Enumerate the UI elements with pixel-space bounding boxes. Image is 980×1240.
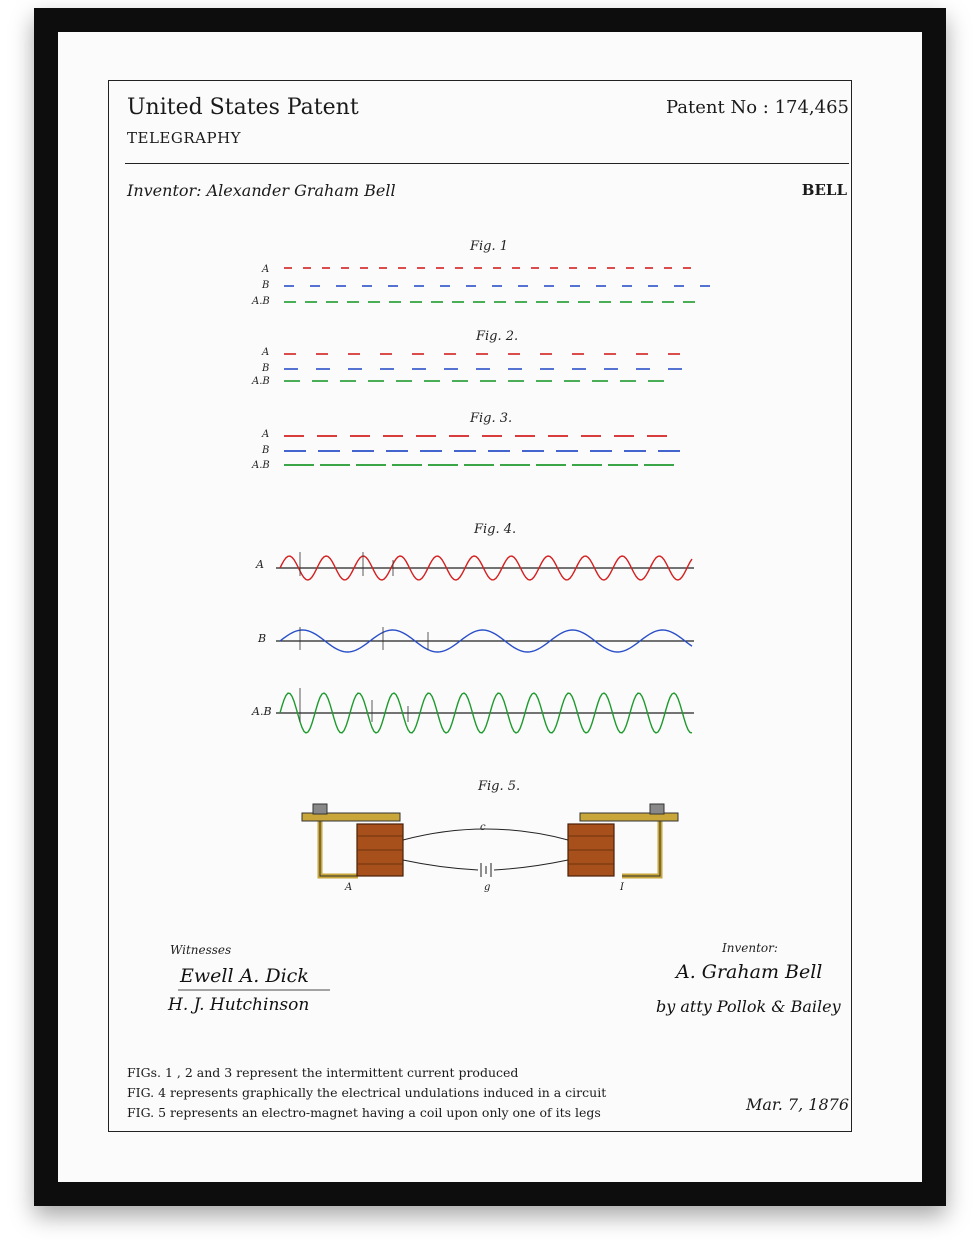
witness-signature-2: H. J. Hutchinson [168, 995, 310, 1015]
left-terminal-icon [313, 804, 327, 814]
patent-subject: TELEGRAPHY [127, 129, 242, 147]
fig2-label-b: B [262, 363, 270, 374]
fig1-label-b: B [262, 280, 270, 291]
fig4-title: Fig. 4. [474, 522, 517, 537]
inventor-heading: Inventor: [722, 941, 778, 955]
battery-icon [481, 863, 491, 877]
fig5-electromagnet-left [302, 804, 403, 876]
fig1-title: Fig. 1 [470, 239, 509, 254]
right-terminal-icon [650, 804, 664, 814]
fig5-wire-label: c [480, 822, 486, 833]
fig4-label-ab: A.B [252, 705, 272, 718]
fig1-intermittent-current [284, 268, 710, 302]
fig2-label-a: A [262, 347, 270, 358]
patent-number: Patent No : 174,465 [666, 97, 849, 118]
fig4-label-b: B [258, 632, 267, 645]
fig1-label-a: A [262, 264, 270, 275]
patent-date: Mar. 7, 1876 [745, 1095, 849, 1114]
inventor-signature: A. Graham Bell [676, 961, 823, 983]
note-fig-5: FIG. 5 represents an electro-magnet having a coil upon only one of its legs [127, 1105, 601, 1120]
note-figs-1-3: FIGs. 1 , 2 and 3 represent the intermittent current produced [127, 1065, 519, 1080]
fig3-title: Fig. 3. [470, 411, 513, 426]
patent-title: United States Patent [127, 95, 359, 120]
fig5-battery-label: g [484, 882, 491, 893]
inventor-short-name: BELL [801, 181, 847, 199]
fig5-title: Fig. 5. [478, 779, 521, 794]
fig5-right-label: I [620, 882, 624, 893]
fig4-label-a: A [256, 558, 264, 571]
fig2-title: Fig. 2. [476, 329, 519, 344]
fig3-label-a: A [262, 429, 270, 440]
fig3-intermittent-current [284, 436, 680, 465]
note-fig-4: FIG. 4 represents graphically the electrical undulations induced in a circuit [127, 1085, 607, 1100]
fig2-label-ab: A.B [252, 376, 270, 387]
witnesses-heading: Witnesses [170, 943, 232, 957]
fig3-label-ab: A.B [252, 460, 270, 471]
fig1-label-ab: A.B [252, 296, 270, 307]
fig2-intermittent-current [284, 354, 682, 381]
witness-signature-1: Ewell A. Dick [180, 965, 309, 987]
fig3-label-b: B [262, 445, 270, 456]
fig5-electromagnet-right [568, 804, 678, 876]
fig5-left-label: A [345, 882, 353, 893]
attorney-signature: by atty Pollok & Bailey [656, 997, 841, 1016]
inventor-line: Inventor: Alexander Graham Bell [127, 181, 396, 200]
